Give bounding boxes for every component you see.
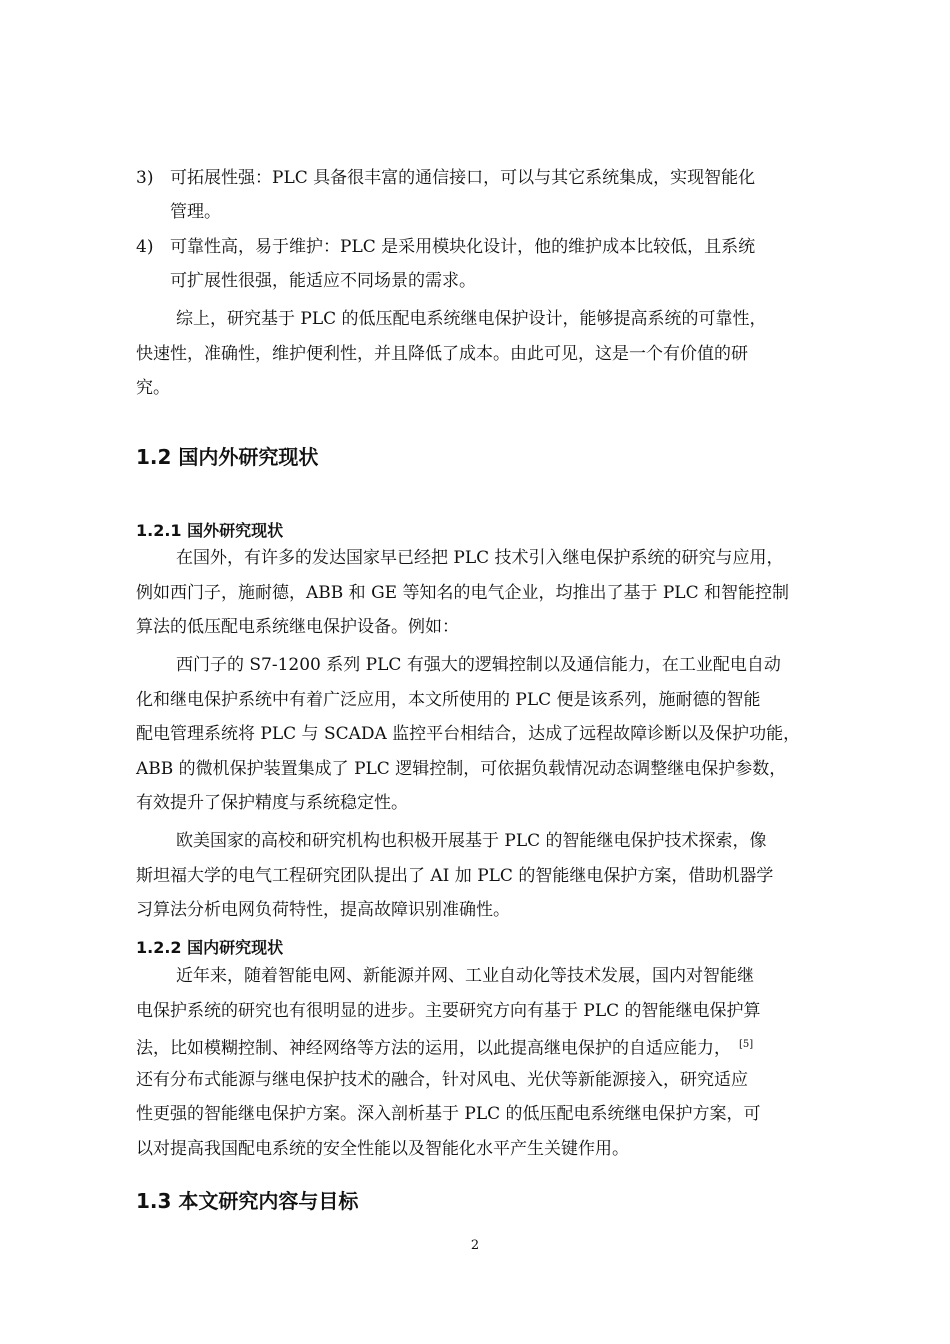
paragraph-line: 算法的低压配电系统继电保护设备。例如： — [136, 617, 459, 637]
section-heading: 1.2 国内外研究现状 — [136, 445, 319, 469]
paragraph-line: 欧美国家的高校和研究机构也积极开展基于 PLC 的智能继电保护技术探索，像 — [176, 831, 767, 851]
citation-marker: [5] — [739, 1039, 754, 1050]
paragraph-line — [136, 1035, 753, 1059]
list-number: 3) — [136, 168, 154, 188]
paragraph-text: 法，比如模糊控制、神经网络等方法的运用，以此提高继电保护的自适应能力， — [136, 1038, 731, 1059]
list-item-text: 可靠性高，易于维护：PLC 是采用模块化设计，他的维护成本比较低，且系统 — [170, 237, 756, 257]
paragraph-line: 还有分布式能源与继电保护技术的融合，针对风电、光伏等新能源接入，研究适应 — [136, 1070, 748, 1090]
paragraph-line: 究。 — [136, 378, 170, 398]
paragraph-line: 以对提高我国配电系统的安全性能以及智能化水平产生关键作用。 — [136, 1139, 629, 1159]
paragraph-line: 在国外，有许多的发达国家早已经把 PLC 技术引入继电保护系统的研究与应用， — [176, 548, 784, 568]
paragraph-line: 性更强的智能继电保护方案。深入剖析基于 PLC 的低压配电系统继电保护方案，可 — [136, 1104, 761, 1124]
paragraph-line: ABB 的微机保护装置集成了 PLC 逻辑控制，可依据负载情况动态调整继电保护参数， — [136, 759, 787, 779]
paragraph-line: 西门子的 S7-1200 系列 PLC 有强大的逻辑控制以及通信能力，在工业配电自动 — [176, 655, 781, 675]
paragraph-line: 综上，研究基于 PLC 的低压配电系统继电保护设计，能够提高系统的可靠性， — [176, 309, 767, 329]
list-item-text: 管理。 — [170, 202, 221, 222]
subsection-heading: 1.2.1 国外研究现状 — [136, 521, 284, 540]
list-item-text: 可拓展性强：PLC 具备很丰富的通信接口，可以与其它系统集成，实现智能化 — [170, 168, 756, 188]
section-heading: 1.3 本文研究内容与目标 — [136, 1189, 359, 1213]
paragraph-line: 斯坦福大学的电气工程研究团队提出了 AI 加 PLC 的智能继电保护方案，借助机器学 — [136, 866, 774, 886]
paragraph-line: 有效提升了保护精度与系统稳定性。 — [136, 793, 408, 813]
paragraph-line: 配电管理系统将 PLC 与 SCADA 监控平台相结合，达成了远程故障诊断以及保护功能， — [136, 724, 801, 744]
list-item-text: 可扩展性很强，能适应不同场景的需求。 — [170, 271, 476, 291]
subsection-heading: 1.2.2 国内研究现状 — [136, 938, 284, 957]
paragraph-line: 习算法分析电网负荷特性，提高故障识别准确性。 — [136, 900, 510, 920]
paragraph-line: 近年来，随着智能电网、新能源并网、工业自动化等技术发展，国内对智能继 — [176, 966, 754, 986]
paragraph-line: 电保护系统的研究也有很明显的进步。主要研究方向有基于 PLC 的智能继电保护算 — [136, 1001, 761, 1021]
paragraph-line: 快速性，准确性，维护便利性，并且降低了成本。由此可见，这是一个有价值的研 — [136, 344, 748, 364]
list-number: 4) — [136, 237, 154, 257]
paragraph-line: 化和继电保护系统中有着广泛应用，本文所使用的 PLC 便是该系列，施耐德的智能 — [136, 690, 761, 710]
paragraph-line: 例如西门子，施耐德，ABB 和 GE 等知名的电气企业，均推出了基于 PLC 和智能控制 — [136, 583, 790, 603]
page-number: 2 — [470, 1238, 480, 1253]
